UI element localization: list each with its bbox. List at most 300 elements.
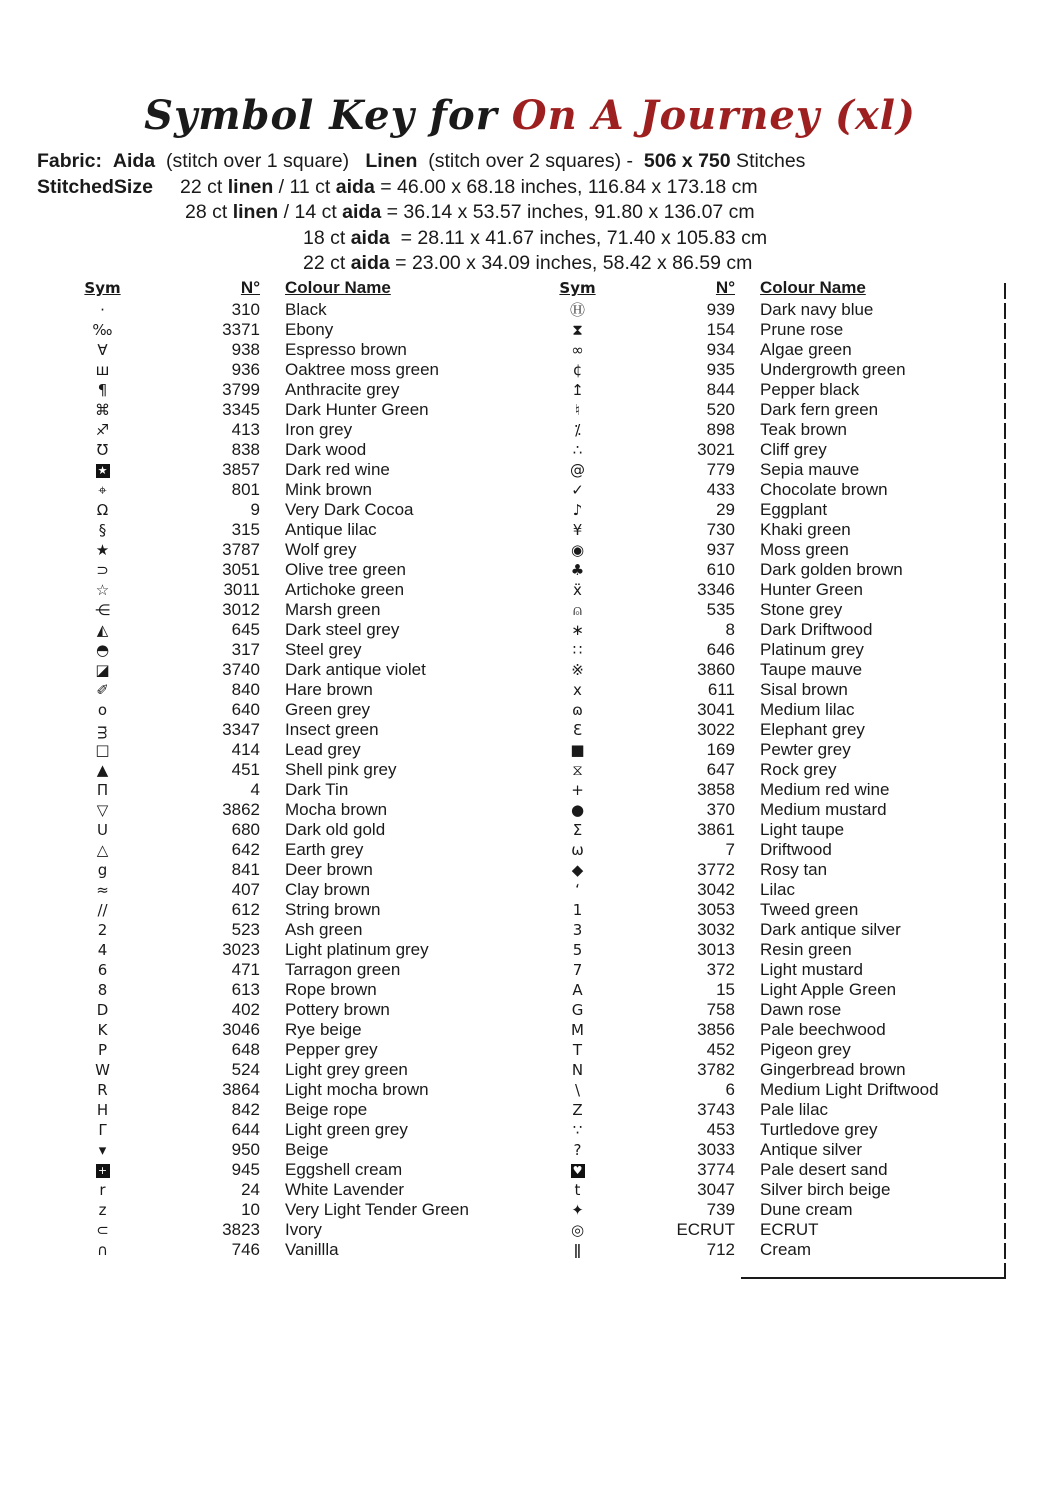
colour-name-cell: Light Apple Green	[760, 980, 897, 999]
number-cell: 414	[231, 740, 260, 759]
table-row	[535, 840, 1007, 860]
symbol-cell: ♪	[572, 501, 583, 519]
number-cell: 746	[231, 1240, 260, 1259]
symbol-cell: Ɛ	[572, 721, 583, 739]
colour-name-cell: Green grey	[285, 700, 371, 719]
table-row	[60, 700, 532, 720]
colour-name-cell: Beige rope	[285, 1100, 368, 1119]
symbol-cell: ∷	[572, 641, 583, 659]
fabric-size-info	[37, 149, 805, 277]
colour-name-cell: Silver birch beige	[760, 1180, 891, 1199]
symbol-cell: ★	[96, 464, 110, 478]
symbol-cell: G	[571, 1001, 584, 1019]
colour-name-cell: Rye beige	[285, 1020, 362, 1039]
symbol-cell: ▾	[98, 1141, 107, 1159]
colour-name-cell: Rope brown	[285, 980, 377, 999]
colour-name-cell: Wolf grey	[285, 540, 357, 559]
table-row	[535, 640, 1007, 660]
table-row	[535, 660, 1007, 680]
number-cell: 3012	[222, 600, 260, 619]
table-row	[60, 340, 532, 360]
table-row	[60, 620, 532, 640]
number-cell: 9	[250, 500, 260, 519]
number-cell: 3022	[697, 720, 735, 739]
table-row	[535, 360, 1007, 380]
key-header-row	[60, 276, 532, 300]
number-cell: 452	[706, 1040, 735, 1059]
colour-name-cell: Pottery brown	[285, 1000, 390, 1019]
title-project-name: On A Journey (xl)	[511, 92, 916, 139]
number-cell: 15	[716, 980, 735, 999]
colour-name-column-header: Colour Name	[285, 278, 391, 297]
symbol-cell: 7	[572, 961, 583, 979]
symbol-cell: ♮	[574, 401, 581, 419]
colour-name-cell: Steel grey	[285, 640, 362, 659]
colour-name-cell: Pigeon grey	[760, 1040, 851, 1059]
symbol-cell: M	[571, 1021, 584, 1039]
colour-name-cell: Gingerbread brown	[760, 1060, 906, 1079]
symbol-cell: ɷ	[572, 701, 583, 719]
table-row	[60, 300, 532, 320]
table-row	[535, 540, 1007, 560]
colour-name-cell: Tweed green	[760, 900, 859, 919]
number-cell: 370	[706, 800, 735, 819]
symbol-cell: □	[95, 741, 110, 759]
number-cell: 169	[706, 740, 735, 759]
symbol-cell: ∩	[97, 1241, 108, 1259]
colour-name-cell: Dawn rose	[760, 1000, 842, 1019]
number-cell: 3858	[697, 780, 735, 799]
colour-name-cell: Earth grey	[285, 840, 364, 859]
symbol-cell: 5	[572, 941, 583, 959]
table-row	[60, 540, 532, 560]
table-row	[535, 1000, 1007, 1020]
stitched-size-line-1: StitchedSize 22 ct linen / 11 ct aida = 46.00 x 68.18 inches, 116.84 x 173.18 cm	[37, 175, 758, 198]
table-row	[535, 1140, 1007, 1160]
symbol-cell: ¶	[97, 381, 108, 399]
number-cell: 407	[231, 880, 260, 899]
colour-name-cell: Dune cream	[760, 1200, 853, 1219]
symbol-key-table-right	[535, 276, 1007, 1260]
number-cell: ECRUT	[676, 1220, 735, 1239]
number-cell: 640	[231, 700, 260, 719]
symbol-cell: ※	[571, 661, 584, 679]
colour-name-cell: Cliff grey	[760, 440, 827, 459]
symbol-cell: ≈	[96, 881, 109, 899]
symbol-cell: ◎	[570, 1221, 585, 1239]
colour-name-cell: String brown	[285, 900, 381, 919]
symbol-cell: +	[96, 1164, 110, 1178]
number-column-header: N°	[715, 278, 735, 297]
symbol-cell: 8	[97, 981, 108, 999]
number-cell: 3345	[222, 400, 260, 419]
number-cell: 3787	[222, 540, 260, 559]
number-cell: 3041	[697, 700, 735, 719]
colour-name-cell: White Lavender	[285, 1180, 405, 1199]
table-row	[60, 680, 532, 700]
symbol-cell: ■	[570, 741, 585, 759]
colour-name-cell: Pale lilac	[760, 1100, 829, 1119]
colour-name-cell: Elephant grey	[760, 720, 865, 739]
symbol-cell: N	[571, 1061, 584, 1079]
number-cell: 950	[231, 1140, 260, 1159]
colour-name-cell: Anthracite grey	[285, 380, 400, 399]
number-cell: 645	[231, 620, 260, 639]
colour-name-cell: Rock grey	[760, 760, 837, 779]
symbol-cell: o	[97, 701, 108, 719]
colour-name-cell: Dark golden brown	[760, 560, 903, 579]
symbol-cell: ⌘	[95, 401, 110, 419]
symbol-cell: ∵	[572, 1121, 583, 1139]
colour-name-cell: Pewter grey	[760, 740, 851, 759]
number-cell: 610	[706, 560, 735, 579]
number-cell: 3021	[697, 440, 735, 459]
sym-column-header: Sym	[559, 279, 596, 297]
number-cell: 24	[241, 1180, 260, 1199]
number-cell: 712	[706, 1240, 735, 1259]
table-row	[60, 580, 532, 600]
symbol-cell: ⌖	[98, 481, 107, 499]
table-row	[535, 1200, 1007, 1220]
colour-name-cell: Teak brown	[760, 420, 847, 439]
number-cell: 646	[706, 640, 735, 659]
number-cell: 3047	[697, 1180, 735, 1199]
table-row	[60, 1020, 532, 1040]
symbol-cell: ω	[571, 841, 584, 859]
symbol-cell: ✓	[571, 481, 584, 499]
number-cell: 945	[231, 1160, 260, 1179]
symbol-cell: ☆	[95, 581, 110, 599]
colour-name-cell: Resin green	[760, 940, 852, 959]
table-row	[60, 480, 532, 500]
number-cell: 739	[706, 1200, 735, 1219]
colour-name-cell: Sisal brown	[760, 680, 848, 699]
symbol-cell: ¢	[572, 361, 583, 379]
colour-name-cell: Khaki green	[760, 520, 851, 539]
table-row	[60, 360, 532, 380]
number-cell: 840	[231, 680, 260, 699]
table-row	[535, 340, 1007, 360]
symbol-cell: △	[96, 841, 109, 859]
colour-name-cell: Pepper grey	[285, 1040, 378, 1059]
table-row	[535, 520, 1007, 540]
colour-name-cell: Mocha brown	[285, 800, 388, 819]
symbol-cell: ▽	[96, 801, 109, 819]
colour-name-cell: Insect green	[285, 720, 379, 739]
colour-name-cell: Pale beechwood	[760, 1020, 886, 1039]
number-cell: 3774	[697, 1160, 735, 1179]
symbol-cell: ●	[570, 801, 585, 819]
table-row	[535, 760, 1007, 780]
symbol-cell: Σ	[572, 821, 583, 839]
symbol-cell: 4	[97, 941, 108, 959]
table-row	[535, 900, 1007, 920]
table-row	[60, 560, 532, 580]
table-row	[535, 1080, 1007, 1100]
symbol-cell: ?	[573, 1141, 582, 1159]
table-row	[535, 320, 1007, 340]
colour-name-cell: Turtledove grey	[760, 1120, 878, 1139]
colour-name-cell: Cream	[760, 1240, 812, 1259]
number-cell: 611	[707, 680, 735, 699]
number-cell: 642	[231, 840, 260, 859]
symbol-cell: ♣	[570, 561, 585, 579]
table-row	[60, 720, 532, 740]
colour-name-cell: Light grey green	[285, 1060, 408, 1079]
colour-name-cell: Ivory	[285, 1220, 322, 1239]
symbol-cell: ǁ	[573, 1241, 582, 1259]
table-row	[60, 820, 532, 840]
symbol-cell: ✐	[96, 681, 109, 699]
table-row	[535, 480, 1007, 500]
number-cell: 838	[231, 440, 260, 459]
table-row	[535, 1120, 1007, 1140]
symbol-cell: A	[572, 981, 583, 999]
number-cell: 841	[231, 860, 260, 879]
symbol-cell: ∴	[572, 441, 583, 459]
symbol-cell: ∞	[571, 341, 584, 359]
stitched-size-line-3: 18 ct aida = 28.11 x 41.67 inches, 71.40 x 105.83 cm	[303, 226, 768, 249]
number-cell: 3032	[697, 920, 735, 939]
colour-name-cell: Prune rose	[760, 320, 844, 339]
table-row	[535, 400, 1007, 420]
number-cell: 402	[231, 1000, 260, 1019]
colour-name-cell: Marsh green	[285, 600, 381, 619]
colour-name-cell: Hare brown	[285, 680, 373, 699]
symbol-cell: ◓	[95, 641, 110, 659]
colour-name-cell: Rosy tan	[760, 860, 828, 879]
stitched-size-line-4: 22 ct aida = 23.00 x 34.09 inches, 58.42 x 86.59 cm	[303, 252, 753, 275]
number-cell: 3860	[697, 660, 735, 679]
number-cell: 613	[231, 980, 260, 999]
colour-name-cell: Stone grey	[760, 600, 843, 619]
table-row	[60, 500, 532, 520]
colour-name-cell: Dark navy blue	[760, 300, 874, 319]
table-row	[60, 380, 532, 400]
table-row	[60, 920, 532, 940]
colour-name-cell: Light platinum grey	[285, 940, 429, 959]
table-row	[535, 780, 1007, 800]
table-row	[535, 880, 1007, 900]
symbol-cell: ẍ	[573, 581, 582, 599]
table-row	[535, 1060, 1007, 1080]
colour-name-cell: Beige	[285, 1140, 329, 1159]
table-row	[60, 1240, 532, 1260]
colour-name-cell: Algae green	[760, 340, 852, 359]
table-row	[60, 420, 532, 440]
table-row	[535, 600, 1007, 620]
number-cell: 3013	[697, 940, 735, 959]
table-row	[60, 1140, 532, 1160]
colour-name-cell: Espresso brown	[285, 340, 407, 359]
symbol-cell: @	[570, 461, 585, 479]
table-row	[535, 1240, 1007, 1260]
colour-name-cell: Light mustard	[760, 960, 863, 979]
table-row	[535, 1220, 1007, 1240]
number-cell: 520	[706, 400, 735, 419]
number-cell: 648	[231, 1040, 260, 1059]
colour-name-cell: Antique lilac	[285, 520, 377, 539]
symbol-cell: Ʊ	[96, 441, 109, 459]
symbol-cell: +	[571, 781, 584, 799]
symbol-cell: ∀	[97, 341, 108, 359]
table-row	[60, 960, 532, 980]
number-cell: 3823	[222, 1220, 260, 1239]
symbol-cell: \	[574, 1081, 581, 1099]
colour-name-cell: Antique silver	[760, 1140, 863, 1159]
symbol-cell: ⧖	[572, 761, 583, 779]
colour-name-cell: Sepia mauve	[760, 460, 860, 479]
symbol-cell: 6	[97, 961, 108, 979]
symbol-cell: ‰	[92, 321, 113, 339]
page-edge-dashed-line	[1004, 283, 1006, 1277]
symbol-cell: g	[97, 861, 108, 879]
number-cell: 535	[706, 600, 735, 619]
colour-name-cell: Medium red wine	[760, 780, 890, 799]
number-cell: 3857	[222, 460, 260, 479]
number-cell: 3864	[222, 1080, 260, 1099]
number-cell: 3053	[697, 900, 735, 919]
colour-name-cell: Eggshell cream	[285, 1160, 403, 1179]
table-row	[535, 680, 1007, 700]
colour-name-cell: Very Light Tender Green	[285, 1200, 469, 1219]
symbol-cell: ⊃	[96, 561, 109, 579]
number-cell: 3033	[697, 1140, 735, 1159]
colour-name-cell: Chocolate brown	[760, 480, 888, 499]
symbol-cell: U	[97, 821, 108, 839]
number-cell: 935	[706, 360, 735, 379]
table-row	[60, 740, 532, 760]
number-cell: 934	[706, 340, 735, 359]
colour-name-cell: Driftwood	[760, 840, 832, 859]
symbol-cell: H	[96, 1101, 109, 1119]
table-row	[60, 1000, 532, 1020]
table-row	[60, 1200, 532, 1220]
number-cell: 758	[706, 1000, 735, 1019]
symbol-cell: ⊂	[96, 1221, 109, 1239]
symbol-cell: ◭	[96, 621, 109, 639]
table-row	[60, 980, 532, 1000]
number-cell: 3046	[222, 1020, 260, 1039]
symbol-cell: T	[572, 1041, 583, 1059]
table-row	[60, 1100, 532, 1120]
title-main: Symbol Key for	[144, 92, 498, 139]
table-row	[60, 900, 532, 920]
number-cell: 3856	[697, 1020, 735, 1039]
colour-name-cell: Light mocha brown	[285, 1080, 429, 1099]
symbol-cell: K	[97, 1021, 108, 1039]
colour-name-column-header: Colour Name	[760, 278, 866, 297]
number-cell: 3051	[222, 560, 260, 579]
colour-name-cell: Lilac	[760, 880, 795, 899]
colour-name-cell: Pale desert sand	[760, 1160, 888, 1179]
number-cell: 647	[706, 760, 735, 779]
symbol-cell: Ω	[96, 501, 109, 519]
colour-name-cell: Light green grey	[285, 1120, 408, 1139]
colour-name-cell: Artichoke green	[285, 580, 405, 599]
colour-name-cell: Ebony	[285, 320, 334, 339]
colour-name-cell: ECRUT	[760, 1220, 819, 1239]
symbol-cell: Ⓗ	[569, 301, 585, 319]
number-cell: 680	[231, 820, 260, 839]
number-cell: 937	[706, 540, 735, 559]
table-row	[535, 1100, 1007, 1120]
table-row	[60, 520, 532, 540]
table-row	[60, 440, 532, 460]
table-row	[60, 320, 532, 340]
symbol-cell: ✦	[571, 1201, 584, 1219]
table-row	[60, 1160, 532, 1180]
colour-name-cell: Mink brown	[285, 480, 372, 499]
page-edge-bottom-line	[741, 1277, 1006, 1279]
table-row	[535, 720, 1007, 740]
symbol-cell: Γ	[98, 1121, 107, 1139]
symbol-cell: r	[99, 1181, 106, 1199]
number-cell: 3861	[697, 820, 735, 839]
table-row	[60, 640, 532, 660]
number-cell: 3743	[697, 1100, 735, 1119]
colour-name-cell: Dark red wine	[285, 460, 390, 479]
number-cell: 453	[706, 1120, 735, 1139]
table-row	[535, 920, 1007, 940]
number-cell: 433	[706, 480, 735, 499]
symbol-cell: ш	[95, 361, 110, 379]
symbol-key-table-left	[60, 276, 532, 1260]
table-row	[60, 860, 532, 880]
table-row	[60, 400, 532, 420]
colour-name-cell: Vanillla	[285, 1240, 339, 1259]
number-cell: 6	[725, 1080, 735, 1099]
number-cell: 3740	[222, 660, 260, 679]
symbol-cell: 2	[97, 921, 108, 939]
number-cell: 4	[250, 780, 260, 799]
number-cell: 938	[231, 340, 260, 359]
symbol-cell: ⧗	[572, 321, 583, 339]
symbol-cell: 1	[572, 901, 583, 919]
colour-name-cell: Dark Driftwood	[760, 620, 873, 639]
table-row	[535, 500, 1007, 520]
colour-name-cell: Dark fern green	[760, 400, 879, 419]
colour-name-cell: Dark Hunter Green	[285, 400, 429, 419]
number-cell: 3023	[222, 940, 260, 959]
number-cell: 317	[231, 640, 260, 659]
symbol-cell: ʻ	[575, 881, 580, 899]
number-cell: 3347	[222, 720, 260, 739]
table-row	[535, 1020, 1007, 1040]
symbol-cell: ᴟ	[97, 721, 108, 739]
number-cell: 413	[231, 420, 260, 439]
table-row	[535, 380, 1007, 400]
symbol-cell: ∗	[571, 621, 584, 639]
number-cell: 154	[706, 320, 735, 339]
number-cell: 8	[725, 620, 735, 639]
colour-name-cell: Pepper black	[760, 380, 860, 399]
key-header-row	[535, 276, 1007, 300]
symbol-cell: ¥	[572, 521, 583, 539]
symbol-cell: Z	[572, 1101, 583, 1119]
table-row	[535, 980, 1007, 1000]
table-row	[60, 1040, 532, 1060]
table-row	[60, 800, 532, 820]
symbol-cell: ◆	[571, 861, 584, 879]
symbol-cell: ⋲	[95, 601, 110, 619]
number-cell: 3782	[697, 1060, 735, 1079]
number-cell: 644	[231, 1120, 260, 1139]
symbol-cell: R	[97, 1081, 108, 1099]
colour-name-cell: Undergrowth green	[760, 360, 906, 379]
colour-name-cell: Hunter Green	[760, 580, 863, 599]
colour-name-cell: Dark wood	[285, 440, 367, 459]
